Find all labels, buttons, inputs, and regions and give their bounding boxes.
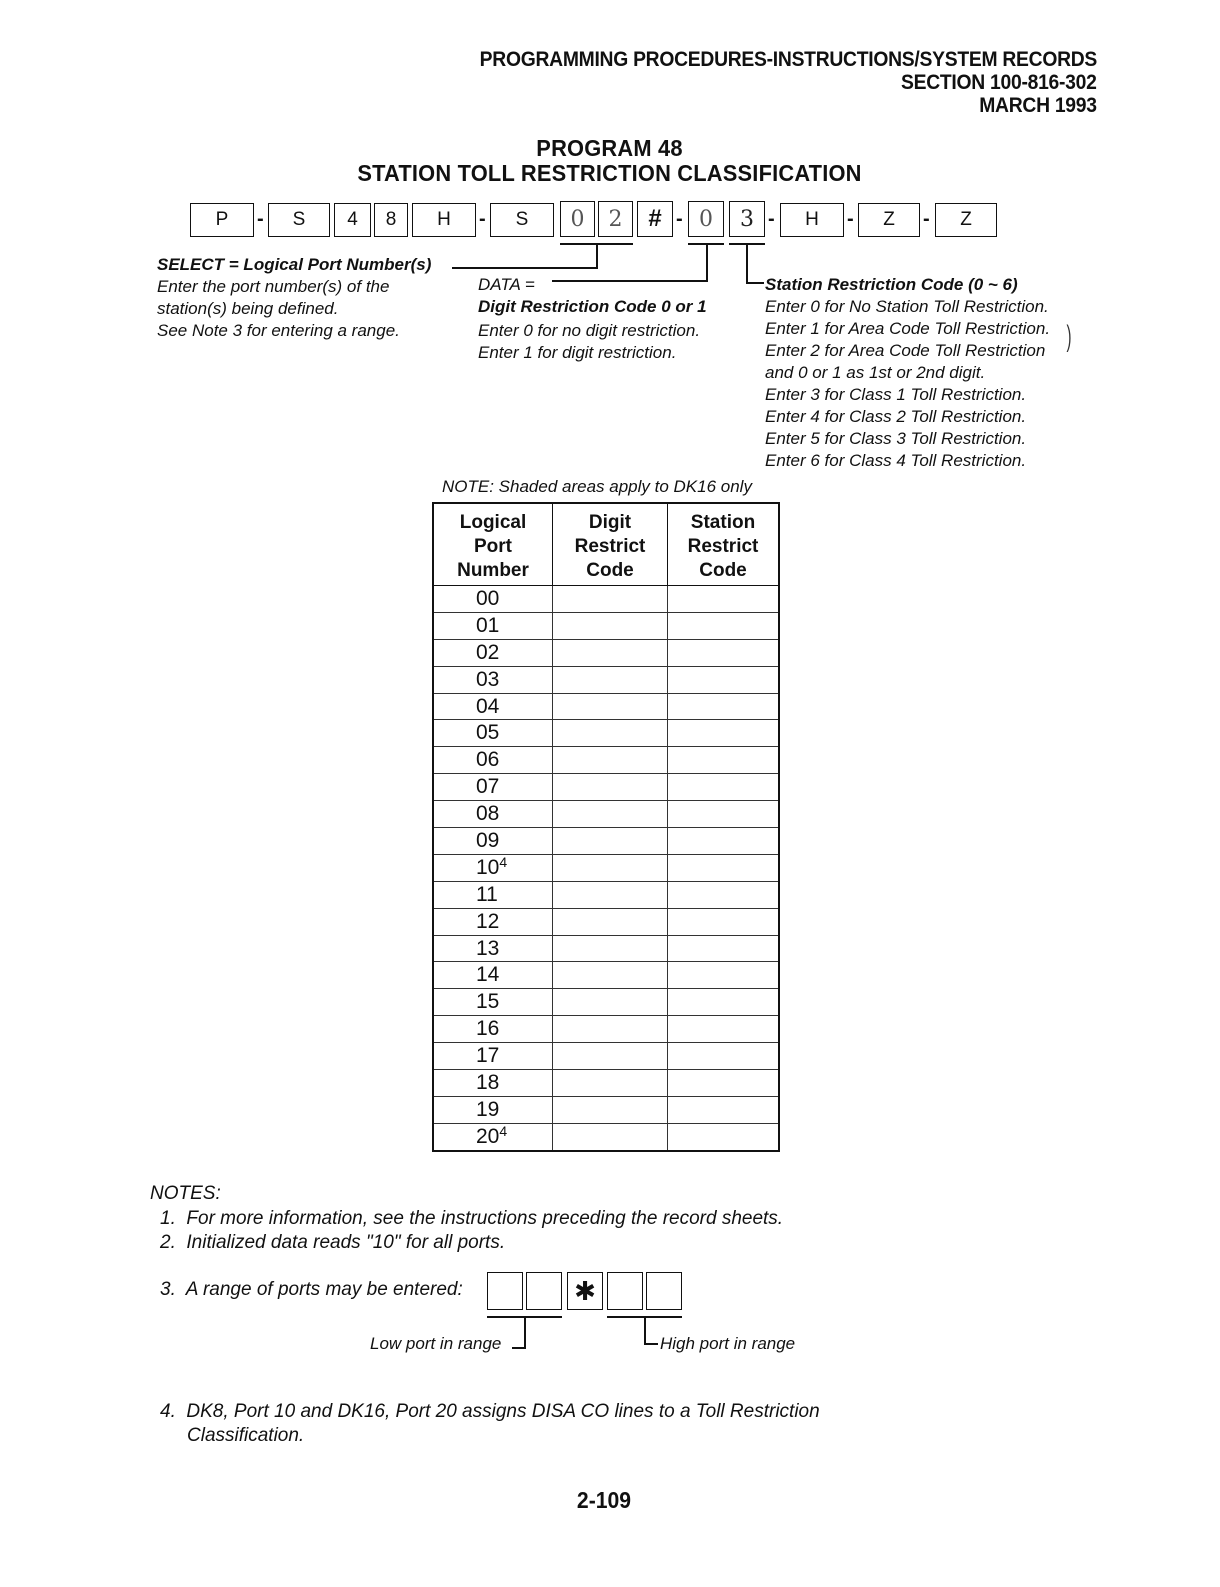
- station-code-cell[interactable]: [668, 586, 780, 613]
- high-port-label: High port in range: [660, 1334, 796, 1353]
- table-row: [433, 1016, 779, 1043]
- station-code-cell[interactable]: [668, 935, 780, 962]
- note-1: 1. For more information, see the instructions preceding the record sheets.: [160, 1208, 784, 1229]
- program-title: STATION TOLL RESTRICTION CLASSIFICATION: [357, 160, 862, 186]
- seq-box-port-digit-2: 2: [598, 201, 633, 237]
- digit-code-cell[interactable]: [553, 1016, 668, 1043]
- select-title: SELECT = Logical Port Number(s): [157, 255, 432, 274]
- table-row: [433, 854, 779, 881]
- digit-code-cell[interactable]: [553, 747, 668, 774]
- port-number: 04: [433, 693, 553, 720]
- seq-box-z2: Z: [935, 203, 997, 237]
- digit-code-cell[interactable]: [553, 1043, 668, 1070]
- port-number: 16: [433, 1016, 553, 1043]
- station-code-line: Enter 1 for Area Code Toll Restriction.: [765, 319, 1051, 338]
- station-code-cell[interactable]: [668, 962, 780, 989]
- station-code-line: Enter 3 for Class 1 Toll Restriction.: [765, 385, 1027, 404]
- table-row: [433, 1096, 779, 1123]
- digit-code-cell[interactable]: [553, 586, 668, 613]
- note-3: 3. A range of ports may be entered:: [160, 1279, 463, 1300]
- seq-box-station-code: 3: [729, 201, 765, 237]
- station-code-cell[interactable]: [668, 828, 780, 855]
- station-code-cell[interactable]: [668, 639, 780, 666]
- range-box-low-2: [526, 1272, 562, 1310]
- header-digit-restrict: Digit Restrict Code: [553, 503, 668, 586]
- port-number: 18: [433, 1070, 553, 1097]
- table-row: [433, 962, 779, 989]
- table-row: [433, 989, 779, 1016]
- digit-code-cell[interactable]: [553, 1123, 668, 1150]
- seq-dash: -: [847, 208, 854, 230]
- digit-code-cell[interactable]: [553, 666, 668, 693]
- port-number: 15: [433, 989, 553, 1016]
- seq-box-digit-code: 0: [688, 201, 724, 237]
- data-subtitle: Digit Restriction Code 0 or 1: [478, 297, 707, 316]
- table-row: [433, 1043, 779, 1070]
- station-code-cell[interactable]: [668, 908, 780, 935]
- select-line: See Note 3 for entering a range.: [157, 321, 400, 340]
- data-title: DATA =: [478, 275, 535, 294]
- port-number: $10^4$: [433, 854, 553, 881]
- digit-code-cell[interactable]: [553, 828, 668, 855]
- table-row: [433, 612, 779, 639]
- digit-code-cell[interactable]: [553, 881, 668, 908]
- digit-code-cell[interactable]: [553, 720, 668, 747]
- station-code-line: Enter 5 for Class 3 Toll Restriction.: [765, 429, 1027, 448]
- digit-code-cell[interactable]: [553, 1096, 668, 1123]
- note-4: 4. DK8, Port 10 and DK16, Port 20 assigns DISA CO lines to a Toll Restriction: [160, 1401, 820, 1422]
- digit-code-cell[interactable]: [553, 1070, 668, 1097]
- table-row: [433, 881, 779, 908]
- station-code-line: and 0 or 1 as 1st or 2nd digit.: [765, 363, 986, 382]
- seq-box-s: S: [268, 203, 330, 237]
- station-code-cell[interactable]: [668, 854, 780, 881]
- seq-box-z: Z: [858, 203, 920, 237]
- port-number: 13: [433, 935, 553, 962]
- seq-box-8: 8: [374, 203, 408, 237]
- footnote-mark: 4: [499, 853, 508, 870]
- station-code-cell[interactable]: [668, 774, 780, 801]
- note-4-continued: Classification.: [187, 1425, 305, 1446]
- digit-code-cell[interactable]: [553, 854, 668, 881]
- select-line: station(s) being defined.: [157, 299, 339, 318]
- data-line: Enter 0 for no digit restriction.: [478, 321, 701, 340]
- port-number: 12: [433, 908, 553, 935]
- table-row: [433, 774, 779, 801]
- table-row: [433, 586, 779, 613]
- station-code-line: Enter 0 for No Station Toll Restriction.: [765, 297, 1049, 316]
- seq-box-port-digit-1: 0: [560, 201, 595, 237]
- port-number: 14: [433, 962, 553, 989]
- seq-box-hash: #: [637, 201, 673, 237]
- table-row: [433, 1123, 779, 1150]
- station-code-cell[interactable]: [668, 989, 780, 1016]
- station-code-cell[interactable]: [668, 747, 780, 774]
- station-code-line: Enter 2 for Area Code Toll Restriction: [765, 341, 1046, 360]
- range-box-high-1: [607, 1272, 643, 1310]
- station-code-cell[interactable]: [668, 1016, 780, 1043]
- station-code-cell[interactable]: [668, 1096, 780, 1123]
- port-number: 01: [433, 612, 553, 639]
- range-asterisk: ✱: [567, 1272, 603, 1310]
- seq-dash: -: [768, 208, 775, 230]
- seq-box-p: P: [190, 203, 254, 237]
- station-code-line: Enter 4 for Class 2 Toll Restriction.: [765, 407, 1027, 426]
- select-line: Enter the port number(s) of the: [157, 277, 390, 296]
- port-number: 06: [433, 747, 553, 774]
- station-code-cell[interactable]: [668, 720, 780, 747]
- station-code-title: Station Restriction Code (0 ~ 6): [765, 275, 1018, 294]
- digit-code-cell[interactable]: [553, 989, 668, 1016]
- port-number: 02: [433, 639, 553, 666]
- port-number: 07: [433, 774, 553, 801]
- port-number: 05: [433, 720, 553, 747]
- station-code-cell[interactable]: [668, 801, 780, 828]
- digit-code-cell[interactable]: [553, 801, 668, 828]
- table-row: [433, 666, 779, 693]
- digit-code-cell[interactable]: [553, 693, 668, 720]
- bracket-mark: ): [1066, 320, 1072, 353]
- page-number: 2-109: [576, 1487, 632, 1513]
- seq-box-s2: S: [490, 203, 554, 237]
- table-row: [433, 693, 779, 720]
- note-2: 2. Initialized data reads "10" for all ports.: [160, 1232, 506, 1253]
- range-box-high-2: [646, 1272, 682, 1310]
- port-number: 19: [433, 1096, 553, 1123]
- station-code-cell[interactable]: [668, 1043, 780, 1070]
- digit-code-cell[interactable]: [553, 908, 668, 935]
- port-number: 00: [433, 586, 553, 613]
- low-port-label: Low port in range: [370, 1334, 502, 1353]
- seq-dash: -: [257, 208, 264, 230]
- port-number: 03: [433, 666, 553, 693]
- header-date: MARCH 1993: [979, 94, 1097, 117]
- seq-dash: -: [923, 208, 930, 230]
- footnote-mark: 4: [499, 1122, 508, 1139]
- table-row: [433, 1070, 779, 1097]
- station-code-line: Enter 6 for Class 4 Toll Restriction.: [765, 451, 1027, 470]
- station-code-cell[interactable]: [668, 1123, 780, 1150]
- table-row: [433, 720, 779, 747]
- table-row: [433, 828, 779, 855]
- header-section: SECTION 100-816-302: [901, 71, 1097, 94]
- table-row: [433, 639, 779, 666]
- table-row: [433, 747, 779, 774]
- port-number: $20^4$: [433, 1123, 553, 1150]
- digit-code-cell[interactable]: [553, 962, 668, 989]
- station-code-description: [765, 274, 1050, 472]
- seq-box-h: H: [412, 203, 476, 237]
- station-code-cell[interactable]: [668, 666, 780, 693]
- port-number: 09: [433, 828, 553, 855]
- port-number: 17: [433, 1043, 553, 1070]
- digit-code-cell[interactable]: [553, 935, 668, 962]
- table-note: NOTE: Shaded areas apply to DK16 only: [442, 477, 752, 496]
- table-row: [433, 908, 779, 935]
- program-number: PROGRAM 48: [536, 135, 683, 161]
- station-code-cell[interactable]: [668, 881, 780, 908]
- station-code-cell[interactable]: [668, 693, 780, 720]
- table-row: [433, 801, 779, 828]
- seq-box-h2: H: [780, 203, 844, 237]
- select-description: [157, 254, 431, 342]
- station-code-cell[interactable]: [668, 1070, 780, 1097]
- header-logical-port: Logical Port Number: [433, 503, 553, 586]
- record-table: [432, 502, 780, 1152]
- seq-dash: -: [676, 208, 683, 230]
- table-row: [433, 935, 779, 962]
- port-number: 11: [433, 881, 553, 908]
- seq-box-4: 4: [334, 203, 371, 237]
- digit-code-cell[interactable]: [553, 612, 668, 639]
- port-number: 08: [433, 801, 553, 828]
- digit-code-cell[interactable]: [553, 639, 668, 666]
- data-description: [478, 274, 707, 364]
- range-box-low-1: [487, 1272, 523, 1310]
- station-code-cell[interactable]: [668, 612, 780, 639]
- header-station-restrict: Station Restrict Code: [668, 503, 780, 586]
- header-line-1: PROGRAMMING PROCEDURES-INSTRUCTIONS/SYSTEM RECORDS: [479, 48, 1097, 71]
- digit-code-cell[interactable]: [553, 774, 668, 801]
- data-line: Enter 1 for digit restriction.: [478, 343, 677, 362]
- seq-dash: -: [479, 208, 486, 230]
- notes-title: NOTES:: [150, 1183, 221, 1204]
